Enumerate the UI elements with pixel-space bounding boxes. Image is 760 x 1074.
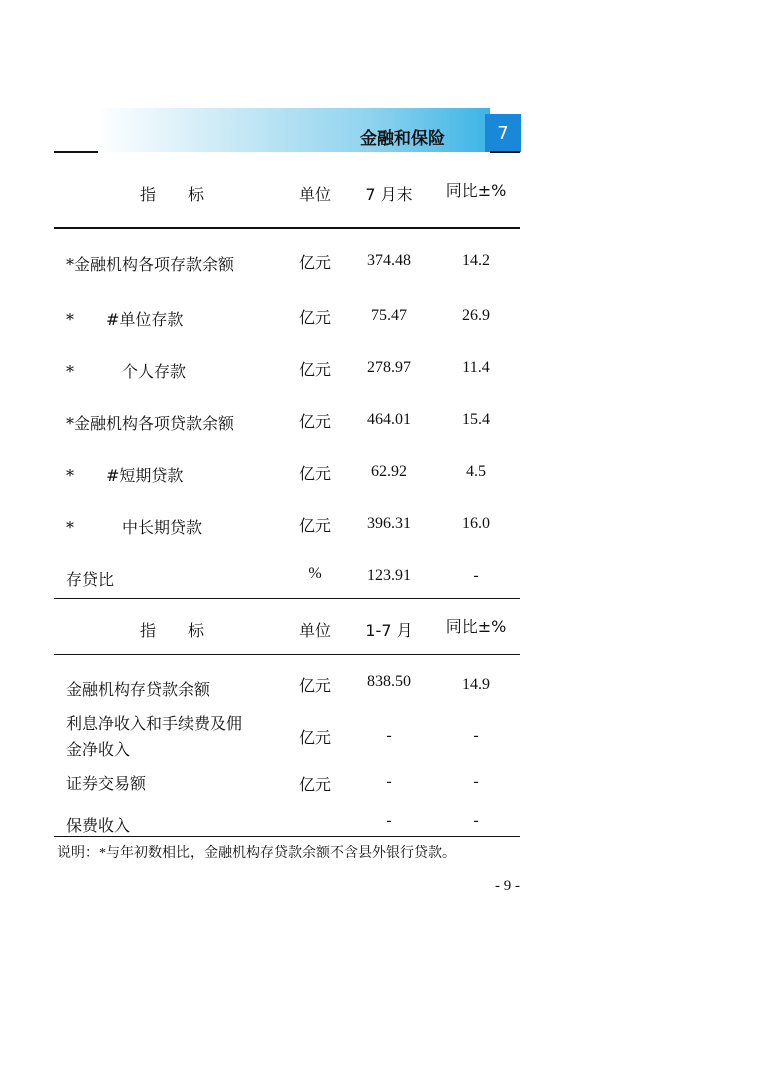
t2-row-yoy: - <box>473 727 479 744</box>
t2-row-value: - <box>386 812 392 829</box>
t1-row-indicator: * 中长期贷款 <box>66 518 203 537</box>
t1-row-indicator: *金融机构各项存款余额 <box>66 255 235 274</box>
t2-row-yoy: - <box>473 773 479 790</box>
t2-row-indicator: 利息净收入和手续费及佣 <box>66 714 243 733</box>
t1-row-unit: 亿元 <box>298 412 331 431</box>
t2-header-indicator: 指 标 <box>140 621 205 640</box>
t1-row-unit: 亿元 <box>298 464 331 483</box>
t1-header-unit: 单位 <box>298 185 331 204</box>
t2-header-rule <box>54 654 520 655</box>
t1-row-unit: % <box>308 565 322 582</box>
t1-row-yoy: 15.4 <box>462 411 490 428</box>
t1-header-indicator: 指 标 <box>140 185 205 204</box>
chapter-number-badge: 7 <box>485 114 521 152</box>
t1-row-unit: 亿元 <box>298 360 331 379</box>
t2-bottom-rule <box>54 836 520 837</box>
t1-row-value: 62.92 <box>371 463 407 480</box>
t1-row-indicator: * #单位存款 <box>66 310 184 329</box>
header-left-rule <box>54 151 98 153</box>
t1-row-indicator: * #短期贷款 <box>66 466 184 485</box>
t2-row-yoy: - <box>473 812 479 829</box>
t2-row-indicator: 保费收入 <box>66 816 131 835</box>
footnote: 说明：*与年初数相比，金融机构存贷款余额不含县外银行贷款。 <box>57 846 456 861</box>
t1-bottom-rule <box>54 598 520 599</box>
t1-row-value: 464.01 <box>367 411 411 428</box>
t1-row-indicator: *金融机构各项贷款余额 <box>66 414 235 433</box>
t1-row-value: 396.31 <box>367 515 411 532</box>
t1-row-yoy: 4.5 <box>466 463 486 480</box>
t1-row-indicator: * 个人存款 <box>66 362 187 381</box>
t1-row-value: 75.47 <box>371 307 407 324</box>
t1-header-period: 7 月末 <box>365 185 413 204</box>
t1-row-unit: 亿元 <box>298 253 331 272</box>
t2-row-value: - <box>386 773 392 790</box>
t2-header-period: 1-7 月 <box>365 621 413 640</box>
t2-row-indicator: 证券交易额 <box>66 774 147 793</box>
t1-row-unit: 亿元 <box>298 308 331 327</box>
t2-row-unit: 亿元 <box>298 775 331 794</box>
t2-header-yoy: 同比±% <box>445 617 507 636</box>
header-right-rule <box>490 151 520 153</box>
t1-row-value: 123.91 <box>367 567 411 584</box>
t1-row-unit: 亿元 <box>298 516 331 535</box>
t2-row-indicator: 金融机构存贷款余额 <box>66 680 211 699</box>
t1-row-yoy: 14.2 <box>462 252 490 269</box>
t1-row-yoy: - <box>473 567 479 584</box>
t2-header-unit: 单位 <box>298 621 331 640</box>
t2-row-unit: 亿元 <box>298 728 331 747</box>
t1-row-yoy: 11.4 <box>462 359 490 376</box>
t1-row-yoy: 16.0 <box>462 515 490 532</box>
t1-header-rule <box>54 227 520 229</box>
t1-row-value: 374.48 <box>367 252 411 269</box>
t2-row-yoy: 14.9 <box>462 676 490 693</box>
t2-row-indicator-cont: 金净收入 <box>66 740 131 759</box>
t1-row-yoy: 26.9 <box>462 307 490 324</box>
t1-header-yoy: 同比±% <box>445 181 507 200</box>
page-number: - 9 - <box>495 878 520 894</box>
t2-row-unit: 亿元 <box>298 676 331 695</box>
t1-row-indicator: 存贷比 <box>66 570 115 589</box>
section-title: 金融和保险 <box>360 129 445 149</box>
t1-row-value: 278.97 <box>367 359 411 376</box>
t2-row-value: - <box>386 727 392 744</box>
t2-row-value: 838.50 <box>367 673 411 690</box>
